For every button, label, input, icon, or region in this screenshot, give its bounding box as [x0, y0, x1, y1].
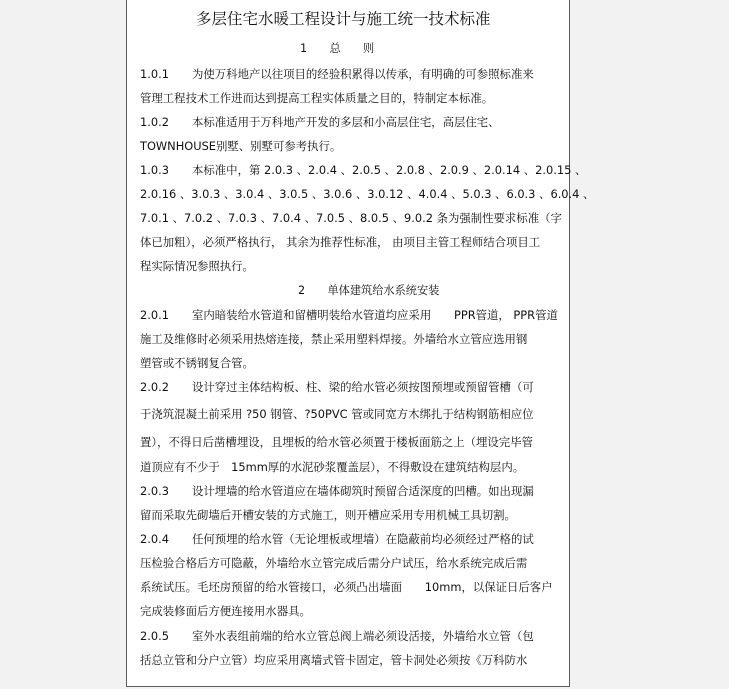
text-line: 完成装修面后方便连接用水器具。 [140, 604, 311, 618]
clause-number: 2.0.5 [140, 629, 169, 643]
text-line: 道顶应有不少于 15mm厚的水泥砂浆覆盖层），不得敷设在建筑结构层内。 [140, 460, 525, 474]
document-title: 多层住宅水暖工程设计与施工统一技术标准 [196, 10, 491, 28]
text-line: 管理工程技术工作进而达到提高工程实体质量之目的，特制定本标准。 [140, 91, 494, 105]
text-line: 2.0.16 、3.0.3 、3.0.4 、3.0.5 、3.0.6 、3.0.12 、4.0.4 、5.0.3 、6.0.3 、6.0.4 、 [140, 187, 595, 201]
clause-text: 本标准中，第 2.0.3 、2.0.4 、2.0.5 、2.0.8 、2.0.9 、2.0.14 、2.0.15 、 [192, 163, 587, 177]
clause-line [140, 532, 534, 546]
clause-line [140, 308, 558, 322]
clause-text: 设计埋墙的给水管道应在墙体砌筑时预留合适深度的凹槽。如出现漏 [192, 484, 534, 498]
text-line: 系统试压。毛坯房预留的给水管接口，必须凸出墙面 10mm，以保证日后客户 [140, 580, 553, 594]
text-line: 压检验合格后方可隐蔽，外墙给水立管完成后需分户试压，给水系统完成后需 [140, 556, 528, 570]
text-line: TOWNHOUSE别墅、别墅可参考执行。 [140, 139, 342, 153]
text-line: 施工及维修时必须采用热熔连接，禁止采用塑料焊接。外墙给水立管应选用钢 [140, 332, 528, 346]
clause-number: 1.0.3 [140, 163, 169, 177]
clause-text: 本标准适用于万科地产开发的多层和小高层住宅，高层住宅、 [192, 115, 500, 129]
text-line: 7.0.1 、7.0.2 、7.0.3 、7.0.4 、7.0.5 、8.0.5 、9.0.2 条为强制性要求标准（字 [140, 211, 562, 225]
text-line: 置），不得日后凿槽埋设，且埋板的给水管必须置于楼板面筋之上（埋设完毕管 [140, 435, 533, 449]
clause-text: 为使万科地产以往项目的经验积累得以传承，有明确的可参照标准来 [192, 67, 534, 81]
text-line: 括总立管和分户立管）均应采用离墙式管卡固定，管卡洞处必须按《万科防水 [140, 653, 528, 667]
clause-text: 设计穿过主体结构板、柱、梁的给水管必须按图预埋或预留管槽（可 [192, 380, 534, 394]
text-line: 程实际情况参照执行。 [140, 259, 254, 273]
clause-line [140, 163, 586, 177]
clause-line [140, 380, 534, 394]
clause-text: 室外水表组前端的给水立管总阀上端必须设活接，外墙给水立管（包 [192, 629, 534, 643]
clause-number: 2.0.3 [140, 484, 169, 498]
text-line: 塑管或不锈钢复合管。 [140, 356, 254, 370]
clause-number: 2.0.1 [140, 308, 169, 322]
clause-number: 2.0.4 [140, 532, 169, 546]
clause-text: 室内暗装给水管道和留槽明装给水管道均应采用 PPR管道， PPR管道 [192, 308, 558, 322]
clause-number: 1.0.1 [140, 67, 169, 81]
clause-line [140, 67, 534, 81]
clause-number: 1.0.2 [140, 115, 169, 129]
text-line: 体已加粗），必须严格执行， 其余为推荐性标准， 由项目主管工程师结合项目工 [140, 235, 541, 249]
clause-text: 任何预埋的给水管（无论埋板或埋墙）在隐蔽前均必须经过严格的试 [192, 532, 534, 546]
clause-line [140, 484, 534, 498]
clause-number: 2.0.2 [140, 380, 169, 394]
section-heading: 2 单体建筑给水系统安装 [298, 284, 440, 297]
clause-line [140, 629, 534, 643]
section-heading: 1 总 则 [300, 42, 375, 55]
clause-line [140, 115, 500, 129]
text-line: 于浇筑混凝土前采用 ?50 钢管、?50PVC 管或同宽方木绑扎于结构钢筋相应位 [140, 407, 534, 421]
text-line: 留而采取先砌墙后开槽安装的方式施工，则开槽应采用专用机械工具切割。 [140, 508, 516, 522]
